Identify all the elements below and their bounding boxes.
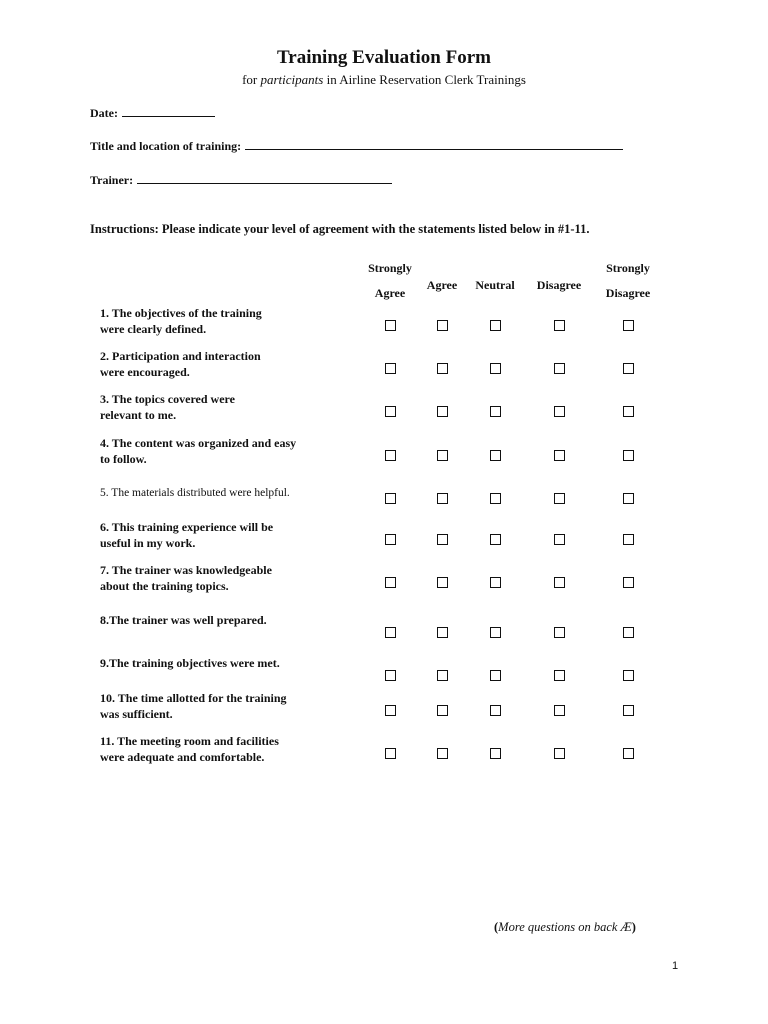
checkbox-q2-strongly-agree[interactable] — [385, 363, 396, 374]
checkbox-q11-neutral[interactable] — [490, 748, 501, 759]
subtitle-prefix: for — [242, 72, 261, 87]
instructions: Instructions: Please indicate your level of agreement with the statements listed below in #1-11. — [90, 222, 590, 236]
checkbox-q4-disagree[interactable] — [554, 450, 565, 461]
question-11-line2: were adequate and comfortable. — [100, 750, 265, 764]
question-10-line2: was sufficient. — [100, 707, 173, 721]
close-paren: ) — [631, 920, 636, 934]
checkbox-q4-agree[interactable] — [437, 450, 448, 461]
trainer-label: Trainer: — [90, 173, 134, 187]
checkbox-q1-strongly-disagree[interactable] — [623, 320, 634, 331]
checkbox-q10-disagree[interactable] — [554, 705, 565, 716]
checkbox-q8-agree[interactable] — [437, 627, 448, 638]
question-6-line2: useful in my work. — [100, 536, 196, 550]
checkbox-q2-strongly-disagree[interactable] — [623, 363, 634, 374]
column-header-strongly-agree-line2: Agree — [374, 286, 406, 300]
checkbox-q3-neutral[interactable] — [490, 406, 501, 417]
subtitle-emphasis: participants — [260, 72, 324, 87]
checkbox-q4-strongly-agree[interactable] — [385, 450, 396, 461]
question-2 — [100, 348, 355, 380]
checkbox-q4-neutral[interactable] — [490, 450, 501, 461]
date-label: Date: — [90, 106, 118, 120]
checkbox-q6-disagree[interactable] — [554, 534, 565, 545]
checkbox-q5-strongly-agree[interactable] — [385, 493, 396, 504]
checkbox-q1-neutral[interactable] — [490, 320, 501, 331]
checkbox-q10-neutral[interactable] — [490, 705, 501, 716]
question-7 — [100, 562, 355, 594]
form-subtitle — [0, 72, 768, 88]
more-questions-note — [494, 920, 636, 935]
checkbox-q3-agree[interactable] — [437, 406, 448, 417]
question-6 — [100, 519, 355, 551]
question-4-line2: to follow. — [100, 452, 147, 466]
open-paren: ( — [494, 920, 499, 934]
checkbox-q1-strongly-agree[interactable] — [385, 320, 396, 331]
checkbox-q10-strongly-agree[interactable] — [385, 705, 396, 716]
checkbox-q7-strongly-agree[interactable] — [385, 577, 396, 588]
checkbox-q5-neutral[interactable] — [490, 493, 501, 504]
checkbox-q6-agree[interactable] — [437, 534, 448, 545]
form-title: Training Evaluation Form — [277, 47, 491, 68]
checkbox-q3-strongly-agree[interactable] — [385, 406, 396, 417]
question-5-line1: 5. The materials distributed were helpful. — [100, 487, 290, 499]
checkbox-q2-agree[interactable] — [437, 363, 448, 374]
column-header-strongly-agree: Strongly — [368, 261, 412, 275]
column-header-agree: Agree — [426, 278, 458, 292]
question-4-line1: 4. The content was organized and easy — [100, 436, 297, 450]
question-10 — [100, 690, 355, 722]
date-field — [90, 106, 215, 121]
checkbox-q2-disagree[interactable] — [554, 363, 565, 374]
question-10-line1: 10. The time allotted for the training — [100, 691, 287, 705]
checkbox-q9-strongly-agree[interactable] — [385, 670, 396, 681]
subtitle-suffix: in Airline Reservation Clerk Trainings — [323, 72, 526, 87]
checkbox-q7-neutral[interactable] — [490, 577, 501, 588]
column-header-strongly-disagree-line2: Disagree — [605, 286, 651, 300]
checkbox-q7-strongly-disagree[interactable] — [623, 577, 634, 588]
more-questions-text: More questions on back Æ — [498, 920, 632, 934]
checkbox-q3-disagree[interactable] — [554, 406, 565, 417]
question-6-line1: 6. This training experience will be — [100, 520, 274, 534]
checkbox-q2-neutral[interactable] — [490, 363, 501, 374]
question-5 — [100, 485, 355, 501]
checkbox-q8-strongly-agree[interactable] — [385, 627, 396, 638]
checkbox-q7-agree[interactable] — [437, 577, 448, 588]
checkbox-q7-disagree[interactable] — [554, 577, 565, 588]
question-2-line1: 2. Participation and interaction — [100, 349, 261, 363]
checkbox-q10-strongly-disagree[interactable] — [623, 705, 634, 716]
date-blank[interactable] — [122, 106, 215, 117]
question-3-line1: 3. The topics covered were — [100, 392, 235, 406]
question-7-line2: about the training topics. — [100, 579, 229, 593]
question-1-line1: 1. The objectives of the training — [100, 306, 262, 320]
checkbox-q1-disagree[interactable] — [554, 320, 565, 331]
title-location-field — [90, 139, 623, 154]
checkbox-q9-disagree[interactable] — [554, 670, 565, 681]
checkbox-q11-strongly-disagree[interactable] — [623, 748, 634, 759]
question-1-line2: were clearly defined. — [100, 322, 207, 336]
checkbox-q5-disagree[interactable] — [554, 493, 565, 504]
question-2-line2: were encouraged. — [100, 365, 190, 379]
checkbox-q9-strongly-disagree[interactable] — [623, 670, 634, 681]
checkbox-q3-strongly-disagree[interactable] — [623, 406, 634, 417]
question-4 — [100, 435, 355, 467]
checkbox-q10-agree[interactable] — [437, 705, 448, 716]
checkbox-q6-strongly-agree[interactable] — [385, 534, 396, 545]
checkbox-q9-agree[interactable] — [437, 670, 448, 681]
checkbox-q9-neutral[interactable] — [490, 670, 501, 681]
checkbox-q8-disagree[interactable] — [554, 627, 565, 638]
trainer-field — [90, 173, 392, 188]
column-header-disagree: Disagree — [536, 278, 582, 292]
question-9-line1: 9.The training objectives were met. — [100, 656, 280, 670]
question-1 — [100, 305, 355, 337]
question-3 — [100, 391, 355, 423]
checkbox-q4-strongly-disagree[interactable] — [623, 450, 634, 461]
column-header-strongly-disagree: Strongly — [606, 261, 650, 275]
checkbox-q5-agree[interactable] — [437, 493, 448, 504]
checkbox-q8-neutral[interactable] — [490, 627, 501, 638]
checkbox-q5-strongly-disagree[interactable] — [623, 493, 634, 504]
checkbox-q11-agree[interactable] — [437, 748, 448, 759]
checkbox-q6-neutral[interactable] — [490, 534, 501, 545]
checkbox-q1-agree[interactable] — [437, 320, 448, 331]
checkbox-q11-disagree[interactable] — [554, 748, 565, 759]
question-8 — [100, 612, 355, 628]
title-location-blank[interactable] — [245, 139, 623, 150]
question-8-line1: 8.The trainer was well prepared. — [100, 613, 267, 627]
title-location-label: Title and location of training: — [90, 139, 242, 153]
column-header-neutral: Neutral — [475, 278, 515, 292]
question-11 — [100, 733, 355, 765]
trainer-blank[interactable] — [137, 173, 392, 184]
question-7-line1: 7. The trainer was knowledgeable — [100, 563, 272, 577]
checkbox-q6-strongly-disagree[interactable] — [623, 534, 634, 545]
checkbox-q8-strongly-disagree[interactable] — [623, 627, 634, 638]
page-number: 1 — [672, 960, 679, 972]
question-9 — [100, 655, 355, 671]
checkbox-q11-strongly-agree[interactable] — [385, 748, 396, 759]
question-11-line1: 11. The meeting room and facilities — [100, 734, 279, 748]
question-3-line2: relevant to me. — [100, 408, 177, 422]
